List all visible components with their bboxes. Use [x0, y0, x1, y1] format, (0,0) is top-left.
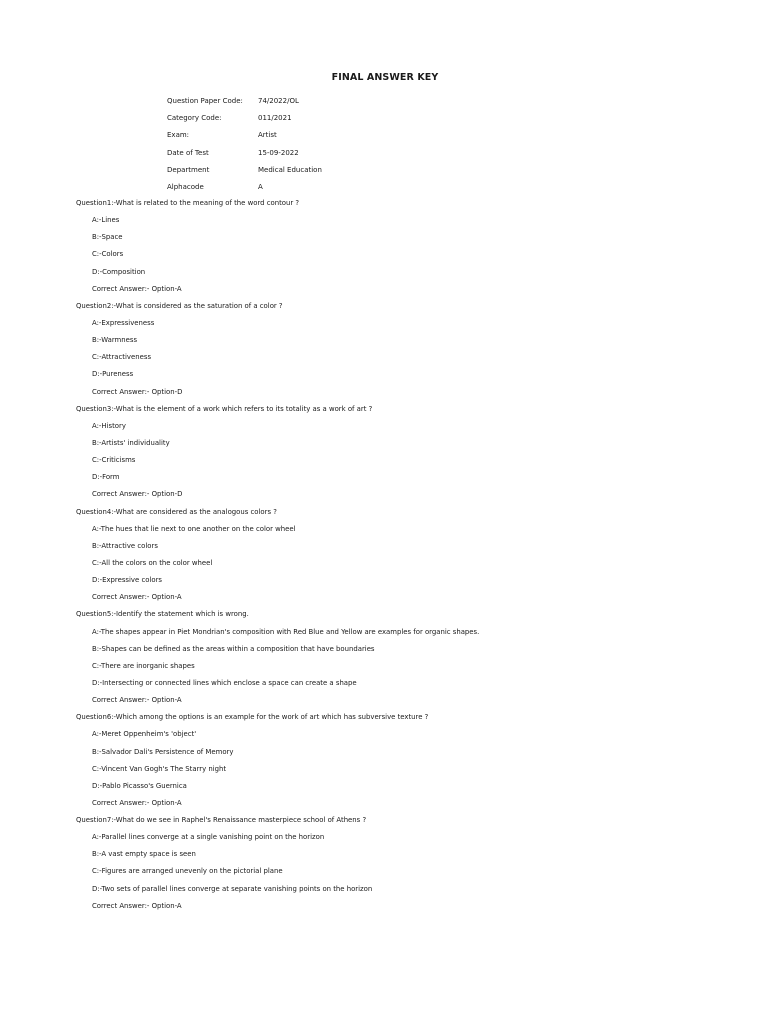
- option-c: C:-Attractiveness: [92, 353, 152, 362]
- meta-value: A: [258, 182, 263, 191]
- correct-answer: Correct Answer:- Option-A: [92, 901, 182, 910]
- question-text: Question4:-What are considered as the analogous colors ?: [76, 507, 277, 516]
- meta-label: Department: [167, 165, 210, 174]
- option-b: B:-Artists' individuality: [92, 438, 170, 447]
- meta-label: Date of Test: [167, 148, 209, 157]
- option-c: C:-Figures are arranged unevenly on the pictorial plane: [92, 867, 283, 876]
- correct-answer: Correct Answer:- Option-A: [92, 798, 182, 807]
- meta-value: 15-09-2022: [258, 148, 299, 157]
- option-b: B:-Space: [92, 233, 123, 242]
- option-b: B:-Attractive colors: [92, 541, 158, 550]
- option-a: A:-Parallel lines converge at a single vanishing point on the horizon: [92, 833, 325, 842]
- meta-row-category-code: [167, 113, 322, 130]
- option-a: A:-The shapes appear in Piet Mondrian's composition with Red Blue and Yellow are examples for organic shapes.: [92, 627, 480, 636]
- option-a: A:-Lines: [92, 216, 120, 225]
- option-a: A:-The hues that lie next to one another on the color wheel: [92, 524, 296, 533]
- option-a: A:-History: [92, 421, 126, 430]
- correct-answer: Correct Answer:- Option-D: [92, 387, 183, 396]
- question-text: Question7:-What do we see in Raphel's Renaissance masterpiece school of Athens ?: [76, 816, 367, 825]
- option-a: A:-Meret Oppenheim's 'object': [92, 730, 197, 739]
- correct-answer: Correct Answer:- Option-A: [92, 696, 182, 705]
- option-c: C:-Vincent Van Gogh's The Starry night: [92, 764, 227, 773]
- option-c: C:-Colors: [92, 250, 124, 259]
- question-list: [76, 198, 479, 918]
- meta-label: Alphacode: [167, 182, 204, 191]
- meta-label: Question Paper Code:: [167, 97, 243, 105]
- option-d: D:-Composition: [92, 267, 146, 276]
- meta-value: Medical Education: [258, 165, 322, 174]
- meta-row-question-paper-code: [167, 96, 322, 113]
- meta-value: 74/2022/OL: [258, 97, 299, 105]
- meta-value: Artist: [258, 131, 277, 140]
- question-text: Question6:-Which among the options is an example for the work of art which has subversive texture ?: [76, 713, 429, 722]
- meta-value: 011/2021: [258, 114, 292, 123]
- option-d: D:-Form: [92, 473, 120, 482]
- question-text: Question5:-Identify the statement which is wrong.: [76, 610, 249, 619]
- question-text: Question1:-What is related to the meaning of the word contour ?: [76, 199, 300, 207]
- document-title: FINAL ANSWER KEY: [331, 72, 439, 83]
- meta-row-alphacode: [167, 182, 322, 199]
- question-text: Question3:-What is the element of a work which refers to its totality as a work of art ?: [76, 404, 373, 413]
- option-d: D:-Pureness: [92, 370, 134, 379]
- option-c: C:-There are inorganic shapes: [92, 661, 195, 670]
- option-b: B:-Warmness: [92, 336, 138, 345]
- exam-details: [167, 96, 322, 199]
- option-d: D:-Two sets of parallel lines converge at separate vanishing points on the horizon: [92, 884, 373, 893]
- option-b: B:-Shapes can be defined as the areas within a composition that have boundaries: [92, 644, 375, 653]
- option-c: C:-All the colors on the color wheel: [92, 558, 213, 567]
- option-b: B:-Salvador Dali's Persistence of Memory: [92, 747, 234, 756]
- correct-answer: Correct Answer:- Option-A: [92, 284, 182, 293]
- correct-answer: Correct Answer:- Option-A: [92, 593, 182, 602]
- question-text: Question2:-What is considered as the saturation of a color ?: [76, 301, 283, 310]
- meta-label: Category Code:: [167, 114, 222, 123]
- meta-label: Exam:: [167, 131, 190, 140]
- option-b: B:-A vast empty space is seen: [92, 850, 196, 859]
- option-d: D:-Expressive colors: [92, 576, 162, 585]
- meta-row-department: [167, 165, 322, 182]
- meta-row-date-of-test: [167, 148, 322, 165]
- option-a: A:-Expressiveness: [92, 318, 155, 327]
- option-d: D:-Pablo Picasso's Guernica: [92, 781, 187, 790]
- option-d: D:-Intersecting or connected lines which enclose a space can create a shape: [92, 678, 357, 687]
- option-c: C:-Criticisms: [92, 456, 136, 465]
- correct-answer: Correct Answer:- Option-D: [92, 490, 183, 499]
- meta-row-exam: [167, 130, 322, 147]
